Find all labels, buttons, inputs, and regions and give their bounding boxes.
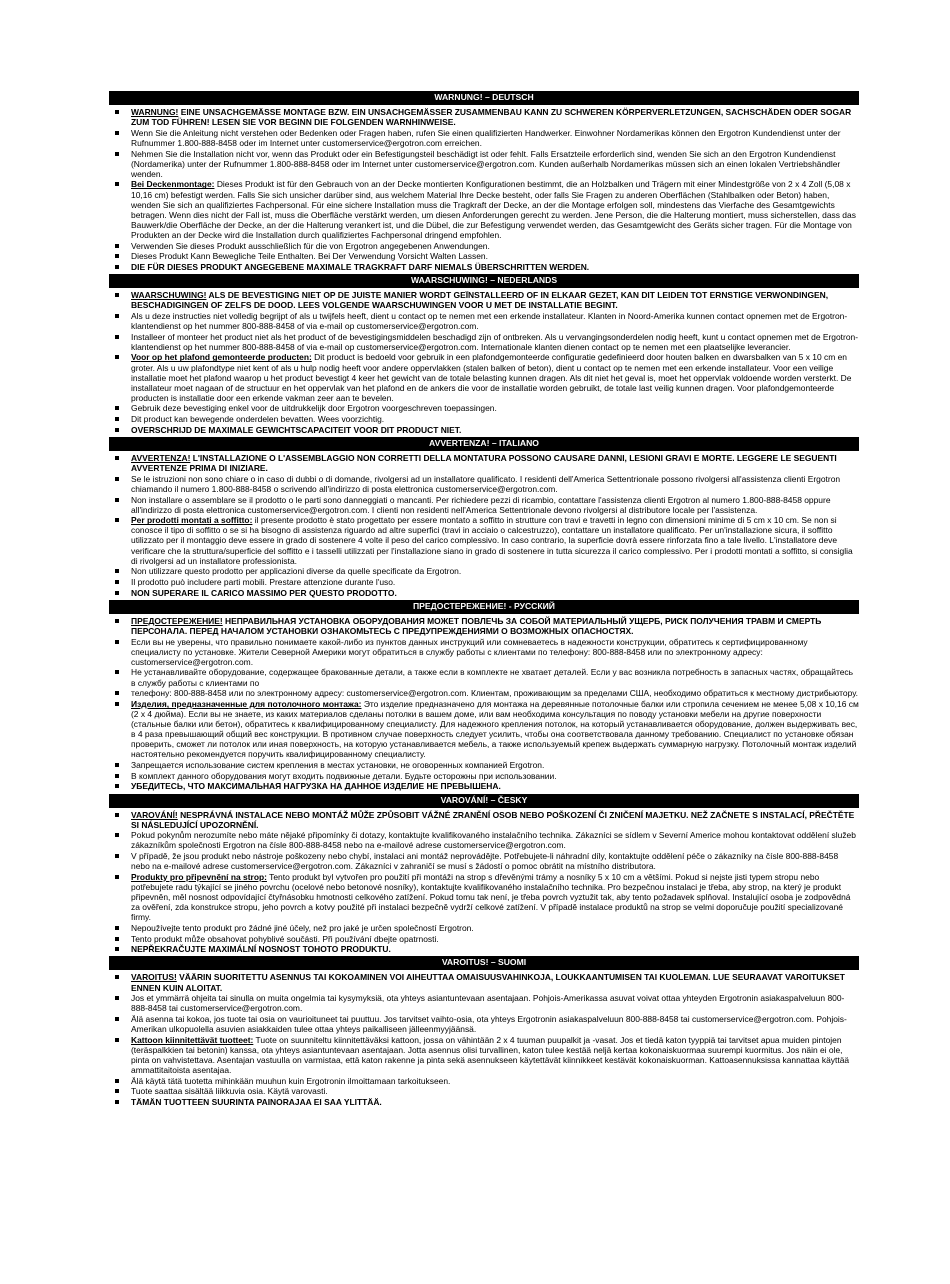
section-header: AVVERTENZA! – ITALIANO bbox=[109, 437, 859, 451]
list-item bbox=[109, 934, 859, 944]
item-text: Tento produkt může obsahovat pohyblivé součásti. Při používání dbejte opatrnosti. bbox=[131, 933, 439, 944]
item-text: L'INSTALLAZIONE O L'ASSEMBLAGGIO NON CORRETTI DELLA MONTATURA POSSONO CAUSARE DANNI, LESIONI GRAVI E MORTE. LEGGERE LE SEGUENTI AVVERTENZE PRIMA DI INIZIARE. bbox=[131, 452, 837, 474]
item-text: В комплект данного оборудования могут входить подвижные детали. Будьте осторожны при использовании. bbox=[131, 770, 557, 781]
list-item bbox=[109, 566, 859, 576]
item-text: Non utilizzare questo prodotto per applicazioni diverse da quelle specificate da Ergotron. bbox=[131, 566, 462, 577]
item-text: il presente prodotto è stato progettato per essere montato a soffitto in strutture con travi e travetti in legno con dimensioni minime di 5 cm x 10 cm. Se non si conosce il tipo di soffitto o se si ha bisogno di assistenza riguardo ad altre superfici (travi in acciaio o calcestruzzo), contattare un installatore qualificato. Per un'installazione sicura, il soffitto utilizzato per il montaggio deve essere in grado di sostenere 4 volte il peso del carico complessivo. In caso contrario, la superficie dovrà essere rinforzata fino a tale livello. L'installatore deve verificare che la struttura/superficie del soffitto e i tasselli utilizzati per l'installazione siano in grado di sostenere in tutta sicurezza il carico complessivo. Per i prodotti montati a soffitto, si consiglia di rivolgersi ad un installatore professionista. bbox=[131, 515, 853, 566]
item-text: телефону: 800-888-8458 или по электронному адресу: customerservice@ergotron.com. Клиентам, проживающим за пределами США, необходимо обратиться к местному дистрибьютору. bbox=[131, 688, 858, 699]
item-text: Не устанавливайте оборудование, содержащее бракованные детали, а также если в комплекте не хватает деталей. Если у вас возникла потребность в запасных частях, обращайтесь в службу работы с клиентами по bbox=[131, 667, 854, 688]
item-text: НЕПРАВИЛЬНАЯ УСТАНОВКА ОБОРУДОВАНИЯ МОЖЕТ ПОВЛЕЧЬ ЗА СОБОЙ МАТЕРИАЛЬНЫЙ УЩЕРБ, РИСК ПОЛУЧЕНИЯ ТРАВМ И СМЕРТЬ ПЕРСОНАЛА. ПЕРЕД НАЧАЛОМ УСТАНОВКИ ОЗНАКОМЬТЕСЬ С ПРЕДУПРЕЖДЕНИЯМИ О ВОЗМОЖНЫХ ОПАСНОСТЯХ. bbox=[131, 615, 822, 636]
item-text: Nehmen Sie die Installation nicht vor, wenn das Produkt oder ein Befestigungsteil beschädigt ist oder fehlt. Falls Ersatzteile erforderlich sind, wenden Sie sich an den Ergotron Kundendienst (Nordamerika) unter der Rufnummer 1.800-888-8458 oder im Internet unter customerservice@ergotron.com. Kunden außerhalb Nordamerikas müssen sich an einen lokalen Vertriebshändler wenden. bbox=[131, 148, 841, 179]
list-item bbox=[109, 290, 859, 310]
list-item bbox=[109, 944, 859, 954]
list-item bbox=[109, 1097, 859, 1107]
item-text: Verwenden Sie dieses Produkt ausschließlich für die von Ergotron angegebenen Anwendungen. bbox=[131, 240, 490, 251]
list-item bbox=[109, 311, 859, 331]
list-item bbox=[109, 128, 859, 148]
item-lead: Изделия, предназначенные для потолочного монтажа: bbox=[131, 698, 362, 709]
item-text: Non installare o assemblare se il prodotto o le parti sono danneggiati o mancanti. Per richiedere pezzi di ricambio, contattare l'assistenza clienti Ergotron al numero 1.800-888-8458 oppure all'indirizzo di posta elettronica customerservice@ergotron.com. I clienti non residenti nell'America Settentrionale devono rivolgersi al distributore locale per l'assistenza. bbox=[131, 494, 831, 515]
list-item bbox=[109, 251, 859, 261]
item-lead: WARNUNG! bbox=[131, 107, 179, 117]
warning-document bbox=[109, 91, 859, 1109]
section-header: WAARSCHUWING! – NEDERLANDS bbox=[109, 274, 859, 288]
item-text: EINE UNSACHGEMÄSSE MONTAGE BZW. EIN UNSACHGEMÄSSER ZUSAMMENBAU KANN ZU SCHWEREN KÖRPERVERLETZUNGEN, SACHSCHÄDEN ODER SOGAR ZUM TOD FÜHREN! LESEN SIE VOR BEGINN DIE FOLGENDEN WARNHINWEISE. bbox=[131, 107, 852, 128]
item-text: Jos et ymmärrä ohjeita tai sinulla on muita ongelmia tai kysymyksiä, ota yhteys asiantuntevaan asentajaan. Pohjois-Amerikassa asuvat voivat ottaa yhteyden Ergotronin asiakaspalveluun 800-888-8458 tai customerservice@ergotron.com. bbox=[131, 993, 845, 1014]
item-text: Запрещается использование систем крепления в местах установки, не оговоренных компанией Ergotron. bbox=[131, 760, 545, 771]
list-item bbox=[109, 262, 859, 272]
section-nederlands bbox=[109, 274, 859, 435]
list-item bbox=[109, 923, 859, 933]
section-deutsch bbox=[109, 91, 859, 272]
section-header: ПРЕДОСТЕРЕЖЕНИЕ! - РУССКИЙ bbox=[109, 600, 859, 614]
list-item bbox=[109, 474, 859, 494]
list-item bbox=[109, 688, 859, 698]
list-item bbox=[109, 1076, 859, 1086]
section-header: VAROITUS! – SUOMI bbox=[109, 956, 859, 970]
list-item bbox=[109, 179, 859, 240]
item-lead: Kattoon kiinnitettävät tuotteet: bbox=[131, 1034, 254, 1045]
item-lead: Per prodotti montati a soffitto: bbox=[131, 515, 253, 526]
item-text: Dit product is bedoeld voor gebruik in een plafondgemonteerde configuratie gedefinieerd door houten balken en dwarsbalken van 5 x 10 cm en groter. Als u uw plafondtype niet kent of als u hulp nodig heeft voor andere oppervlakken (stalen balken of beton), dient u contact op te nemen met een erkende installateur. Voor een veilige installatie moet het plafond waarop u het product bevestigt 4 keer het gewicht van de totale belasting kunnen dragen. Als dit niet het geval is, moet het oppervlak voldoende worden versterkt. De installateur moet nagaan of de structuur en het oppervlak van het plafond en de ankers die voor de installatie worden gebruikt, de totale last veilig kunnen dragen. Voor plafondgemonteerde producten is installatie door een erkende vakman zeer aan te bevelen. bbox=[131, 352, 852, 403]
list-item bbox=[109, 810, 859, 830]
list-item bbox=[109, 972, 859, 992]
item-text: TÄMÄN TUOTTEEN SUURINTA PAINORAJAA EI SAA YLITTÄÄ. bbox=[131, 1097, 382, 1108]
list-item bbox=[109, 830, 859, 850]
item-text: Nepoužívejte tento produkt pro žádné jiné účely, než pro jaké je určen společností Ergotron. bbox=[131, 922, 474, 933]
item-text: УБЕДИТЕСЬ, ЧТО МАКСИМАЛЬНАЯ НАГРУЗКА НА ДАННОЕ ИЗДЕЛИЕ НЕ ПРЕВЫШЕНА. bbox=[131, 781, 501, 792]
item-lead: ПРЕДОСТЕРЕЖЕНИЕ! bbox=[131, 615, 223, 626]
list-item bbox=[109, 241, 859, 251]
section-header: VAROVÁNÍ! – ČESKY bbox=[109, 794, 859, 808]
item-text: Installeer of monteer het product niet als het product of de bevestigingsmiddelen beschadigd zijn of ontbreken. Als u vervangingsonderdelen nodig heeft, kunt u contact opnemen met de Ergotron-klantendienst op het nummer 800-888-8458 of via e-mail op customerservice@ergotron.com. Internationale klanten dienen contact op te nemen met een plaatselijke leverancier. bbox=[131, 331, 859, 352]
list-item bbox=[109, 495, 859, 515]
item-text: Gebruik deze bevestiging enkel voor de uitdrukkelijk door Ergotron voorgeschreven toepassingen. bbox=[131, 403, 497, 414]
item-lead: AVVERTENZA! bbox=[131, 452, 191, 463]
list-item bbox=[109, 588, 859, 598]
item-text: Pokud pokynům nerozumíte nebo máte nějaké připomínky či dotazy, kontaktujte kvalifikovaného instalačního technika. Zákazníci se sídlem v Severní Americe mohou kontaktovat oddělení služeb zákazníkům společnosti Ergotron na čísle 800-888-8458 nebo na e-mailové adrese customerservice@ergotron.com. bbox=[131, 830, 856, 851]
item-text: V případě, že jsou produkt nebo nástroje poškozeny nebo chybí, instalaci ani montáž neprovádějte. Potřebujete-li náhradní díly, kontaktujte oddělení péče o zákazníky na čísle 800-888-8458 nebo na e-mailové adrese customerservice@ergotron.com. Zákazníci v zahraničí se musí s žádostí o pomoc obrátit na místního distributora. bbox=[131, 851, 839, 872]
list-item bbox=[109, 760, 859, 770]
list-item bbox=[109, 993, 859, 1013]
item-text: Dit product kan bewegende onderdelen bevatten. Wees voorzichtig. bbox=[131, 414, 385, 425]
item-lead: VAROITUS! bbox=[131, 972, 177, 983]
list-item bbox=[109, 771, 859, 781]
item-text: NEPŘEKRAČUJTE MAXIMÁLNÍ NOSNOST TOHOTO PRODUKTU. bbox=[131, 944, 391, 955]
item-text: Älä käytä tätä tuotetta mihinkään muuhun kuin Ergotronin ilmoittamaan tarkoitukseen. bbox=[131, 1075, 451, 1086]
item-text: Wenn Sie die Anleitung nicht verstehen oder Bedenken oder Fragen haben, rufen Sie einen qualifizierten Handwerker. Einwohner Nordamerikas können den Ergotron Kundendienst unter der Rufnummer 1.800-888-8458 oder im Internet unter customerservice@ergotron.com erreichen. bbox=[131, 127, 841, 148]
list-item bbox=[109, 332, 859, 352]
item-text: Tuote saattaa sisältää liikkuvia osia. Käytä varovasti. bbox=[131, 1086, 328, 1097]
section-russkiy bbox=[109, 600, 859, 792]
item-lead: VAROVÁNÍ! bbox=[131, 809, 178, 820]
item-lead: Produkty pro připevnění na strop: bbox=[131, 871, 267, 882]
list-item bbox=[109, 107, 859, 127]
list-item bbox=[109, 149, 859, 179]
list-item bbox=[109, 781, 859, 791]
list-item bbox=[109, 1014, 859, 1034]
list-item bbox=[109, 414, 859, 424]
list-item bbox=[109, 403, 859, 413]
list-item bbox=[109, 352, 859, 402]
item-text: OVERSCHRIJD DE MAXIMALE GEWICHTSCAPACITEIT VOOR DIT PRODUCT NIET. bbox=[131, 424, 462, 435]
section-suomi bbox=[109, 956, 859, 1107]
item-text: NON SUPERARE IL CARICO MASSIMO PER QUESTO PRODOTTO. bbox=[131, 587, 397, 598]
item-text: Il prodotto può includere parti mobili. Prestare attenzione durante l'uso. bbox=[131, 577, 396, 588]
list-item bbox=[109, 453, 859, 473]
list-item bbox=[109, 425, 859, 435]
list-item bbox=[109, 637, 859, 667]
item-text: Tuote on suunniteltu kiinnitettäväksi kattoon, jossa on vähintään 2 x 4 tuuman puupalkit ja -vasat. Jos et tiedä katon tyyppiä tai tarvitset apua muiden pintojen (teräspalkkien tai betonin) kanssa, ota yhteys asiantuntevaan asentajaan. Jotta asennus olisi turvallinen, katon tulee kestää neljä kertaa kokonaiskuormaa suurempi kuormitus. Jos näin ei ole, pinta on vahvistettava. Asentajan vastuulla on varmistaa, että katon rakenne ja pinta sekä asennukseen käytettävät kiinnikkeet kestävät kokonaiskuorman. Kattoasennuksissa kannattaa käyttää ammattitaitoista asentajaa. bbox=[131, 1034, 850, 1076]
list-item bbox=[109, 1035, 859, 1075]
item-text: VÄÄRIN SUORITETTU ASENNUS TAI KOKOAMINEN VOI AIHEUTTAA OMAISUUSVAHINKOJA, LOUKKAANTUMISEN TAI KUOLEMAN. LUE SEURAAVAT VAROITUKSET ENNEN KUIN ALOITAT. bbox=[131, 972, 845, 993]
list-item bbox=[109, 1086, 859, 1096]
list-item bbox=[109, 851, 859, 871]
section-cesky bbox=[109, 794, 859, 955]
item-text: Älä asenna tai kokoa, jos tuote tai osia on vaurioituneet tai puuttuu. Jos tarvitset vaihto-osia, ota yhteys Ergotronin asiakaspalveluun 800-888-8458 tai customerservice@ergotron.com. Pohjois-Amerikan ulkopuolella asuvien asiakkaiden tulee ottaa yhteys paikalliseen jälleenmyyjäänsä. bbox=[131, 1014, 847, 1035]
item-text: Dieses Produkt Kann Bewegliche Teile Enthalten. Bei Der Verwendung Vorsicht Walten Lassen. bbox=[131, 251, 488, 262]
list-item bbox=[109, 699, 859, 760]
item-lead: Bei Deckenmontage: bbox=[131, 179, 215, 190]
section-header: WARNUNG! – DEUTSCH bbox=[109, 91, 859, 105]
section-italiano bbox=[109, 437, 859, 598]
item-lead: Voor op het plafond gemonteerde producten: bbox=[131, 352, 312, 363]
list-item bbox=[109, 577, 859, 587]
list-item bbox=[109, 515, 859, 565]
item-lead: WAARSCHUWING! bbox=[131, 290, 207, 301]
list-item bbox=[109, 667, 859, 687]
list-item bbox=[109, 616, 859, 636]
item-text: Если вы не уверены, что правильно понимаете какой-либо из пунктов данных инструкций или сомневаетесь в надежности конструкции, обратитесь к сертифицированному специалисту по установке. Жители Северной Америки могут обратиться в службу работы с клиентами по телефону: 800-888-8458 или по электронному адресу: customerservice@ergotron.com. bbox=[131, 636, 808, 667]
item-text: Se le istruzioni non sono chiare o in caso di dubbi o di domande, rivolgersi ad un installatore qualificato. I residenti dell'America Settentrionale possono rivolgersi all'assistenza clienti Ergotron chiamando il numero 1.800-888-8458 o scrivendo all'indirizzo di posta elettronica customerservice@ergotron.com. bbox=[131, 473, 841, 494]
item-text: Это изделие предназначено для монтажа на деревянные потолочные балки или стропила сечением не менее 5,08 x 10,16 см (2 x 4 дюйма). Если вы не знаете, из каких материалов сделаны потолки в вашем доме, или вам необходима консультация по поводу установки мебели на другие поверхности (стальные балки или бетон), обратитесь к квалифицированному специалисту. Для надежного крепления потолок, на который устанавливается оборудование, должен выдерживать вес, в 4 раза превышающий общий вес конструкции. В противном случае поверхность следует усилить, чтобы она соответствовала данному требованию. Специалист по установке обязан проверить, сможет ли потолок или иная поверхность, на которую устанавливается мебель, а также используемый крепеж выдержать суммарную нагрузку. Потолочный монтаж изделий настоятельно рекомендуется поручить квалифицированному специалисту. bbox=[131, 698, 859, 760]
item-text: Tento produkt byl vytvořen pro použití při montáži na strop s dřevěnými trámy a nosníky 5 x 10 cm a většími. Pokud si nejste jisti typem stropu nebo potřebujete radu týkající se jiného povrchu (ocelové nebo betonové nosníky), kontaktujte kvalifikovaného instalačního technika. Pro bezpečnou instalaci je třeba, aby strop, na který je produkt připevněn, měl nosnost odpovídající čtyřnásobku hmotnosti celkového zatížení. Pokud tomu tak není, je třeba povrch vyztužit tak, aby tento požadavek splňoval. Instalující osoba je zodpovědná za ověření, zda konstrukce stropu, jeho povrch a kotvy použité při instalaci bezpečně vydrží celkové zatížení. V případě instalace produktů na strop se velmi doporučuje použití specializované firmy. bbox=[131, 871, 851, 923]
item-text: ALS DE BEVESTIGING NIET OP DE JUISTE MANIER WORDT GEÏNSTALLEERD OF IN ELKAAR GEZET, KAN DIT LEIDEN TOT ERNSTIGE VERWONDINGEN, BESCHADIGINGEN OF ZELFS DE DOOD. LEES VOLGENDE WAARSCHUWINGEN VOOR U MET DE INSTALLATIE BEGINT. bbox=[131, 290, 829, 311]
item-text: DIE FÜR DIESES PRODUKT ANGEGEBENE MAXIMALE TRAGKRAFT DARF NIEMALS ÜBERSCHRITTEN WERDEN. bbox=[131, 261, 590, 272]
item-text: NESPRÁVNÁ INSTALACE NEBO MONTÁŽ MŮŽE ZPŮSOBIT VÁŽNÉ ZRANĚNÍ OSOB NEBO POŠKOZENÍ ČI ZNIČENÍ MAJETKU. NEŽ ZAČNETE S INSTALACÍ, PŘEČTĚTE SI NÁSLEDUJÍCÍ UPOZORNĚNÍ. bbox=[131, 809, 855, 830]
item-text: Dieses Produkt ist für den Gebrauch von an der Decke montierten Konfigurationen bestimmt, die an Holzbalken und Trägern mit einer Mindestgröße von 2 x 4 Zoll (5,08 x 10,16 cm) befestigt werden. Falls Sie sich unsicher darüber sind, aus welchem Material Ihre Decke besteht, oder falls Sie Fragen zu anderen Oberflächen (Stahlbalken oder Beton) haben, wenden Sie sich an qualifiziertes Fachpersonal. Für eine sichere Installation muss die Tragkraft der Decke, an der die Montage erfolgen soll, mindestens das Vierfache des Gesamtgewichts betragen. Wenn dies nicht der Fall ist, muss die Oberfläche verstärkt werden, um diesen Anforderungen gerecht zu werden. Jene Person, die die Halterung montiert, muss sicherstellen, dass das Bauwerk/die Oberfläche der Decke, an der die Halterung verankert ist, und die Dübel, die zur Befestigung verwendet werden, das Gesamtgewicht des Geräts sicher tragen. Für die Montage von Produkten an der Decke wird die Installation durch qualifiziertes Fachpersonal dringend empfohlen. bbox=[131, 179, 856, 240]
item-text: Als u deze instructies niet volledig begrijpt of als u twijfels heeft, dient u contact op te nemen met een erkende installateur. Klanten in Noord-Amerika kunnen contact opnemen met de Ergotron-klantendienst op het nummer 800-888-8458 of via e-mail op customerservice@ergotron.com. bbox=[131, 310, 848, 331]
list-item bbox=[109, 872, 859, 922]
